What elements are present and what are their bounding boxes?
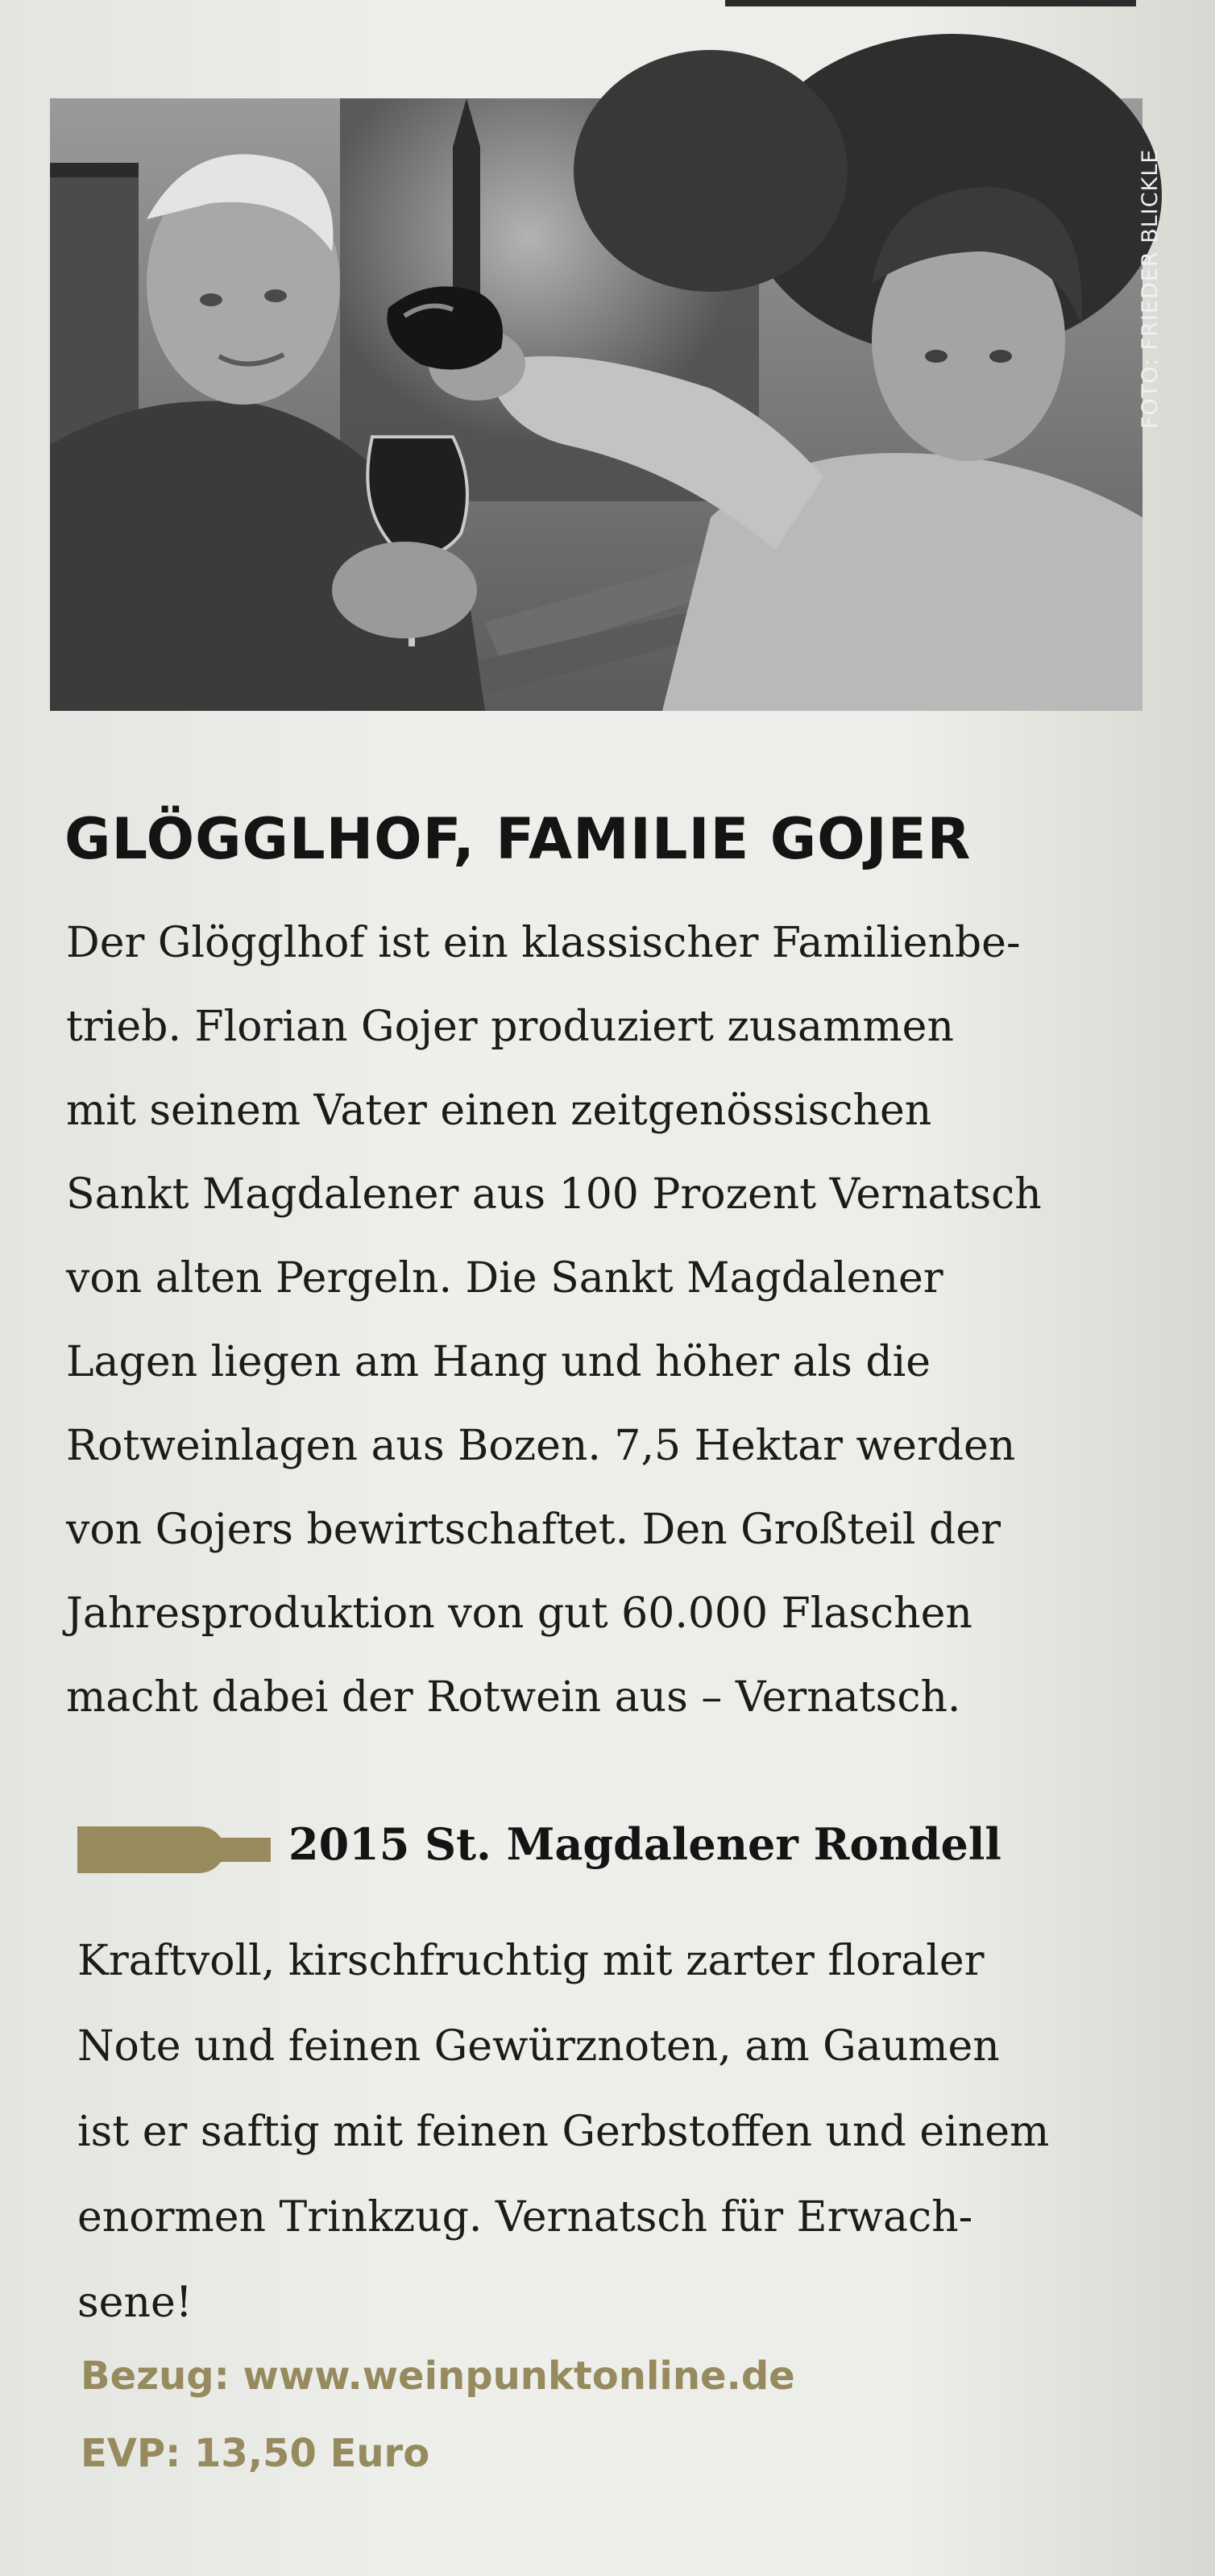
- paragraph-line: mit seinem Vater einen zeitgenössischen: [66, 1086, 932, 1135]
- description-line: ist er saftig mit feinen Gerbstoffen und einem: [77, 2108, 1050, 2156]
- paragraph-line: trieb. Florian Gojer produziert zusammen: [66, 1003, 954, 1051]
- paragraph-line: Rotweinlagen aus Bozen. 7,5 Hektar werden: [66, 1422, 1016, 1470]
- paragraph-line: von alten Pergeln. Die Sankt Magdalener: [66, 1254, 943, 1303]
- wine-name: 2015 St. Magdalener Rondell: [288, 1818, 1001, 1870]
- paragraph-line: macht dabei der Rotwein aus – Vernatsch.: [66, 1673, 961, 1722]
- retail-price-text: EVP: 13,50 Euro: [81, 2431, 430, 2476]
- description-line: sene!: [77, 2279, 193, 2327]
- description-line: Note und feinen Gewürznoten, am Gaumen: [77, 2022, 1000, 2071]
- top-divider-bar: [725, 0, 1136, 6]
- retail-price: [81, 2431, 1128, 2476]
- photo-credit: FOTO: FRIEDER BLICKLE: [1138, 148, 1163, 429]
- wine-header: [77, 1818, 1141, 1891]
- winemakers-photo: [50, 98, 1163, 711]
- description-line: enormen Trinkzug. Vernatsch für Erwach-: [77, 2193, 973, 2242]
- paragraph-line: Lagen liegen am Hang und höher als die: [66, 1338, 931, 1386]
- description-line: Kraftvoll, kirschfruchtig mit zarter floraler: [77, 1937, 985, 1985]
- article-title: GLÖGGLHOF, FAMILIE GOJER: [64, 806, 972, 872]
- wine-bottle-icon: [77, 1822, 271, 1878]
- paragraph-line: von Gojers bewirtschaftet. Den Großteil der: [66, 1506, 1001, 1554]
- intro-paragraph: [66, 901, 1194, 1739]
- paragraph-line: Der Glögglhof ist ein klassischer Familienbe-: [66, 919, 1021, 967]
- purchase-source: [81, 2354, 1128, 2399]
- purchase-source-text: Bezug: www.weinpunktonline.de: [81, 2354, 795, 2399]
- wine-description: [77, 1918, 1205, 2345]
- paragraph-line: Jahresproduktion von gut 60.000 Flaschen: [66, 1589, 972, 1638]
- paragraph-line: Sankt Magdalener aus 100 Prozent Vernatsch: [66, 1170, 1042, 1219]
